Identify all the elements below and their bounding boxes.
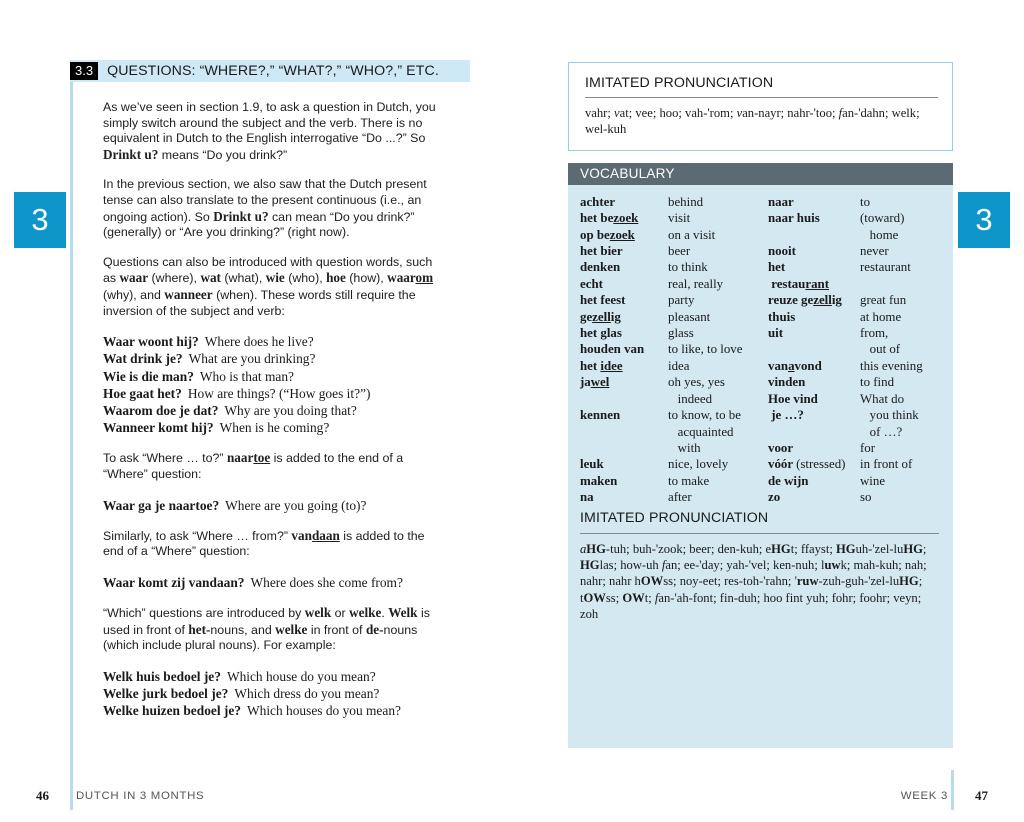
paragraph-question-words: Questions can also be introduced with question words, such as waar (where), wat (what), wie (who), hoe (how), waarom (why), and wanneer (when). These words still require the inversion of the subject and verb:	[103, 254, 434, 318]
vocab-definition: indeed	[668, 391, 713, 406]
example-english: Who is that man?	[199, 368, 294, 384]
left-footer	[36, 788, 204, 804]
vocab-term	[768, 341, 860, 357]
vocab-definition: beer	[668, 244, 691, 259]
example-english: Where does he live?	[204, 334, 314, 350]
vocab-definition: wine	[860, 473, 886, 488]
example-dutch: Waar ga je naartoe?	[103, 497, 220, 513]
vocab-term: het glas	[580, 326, 622, 341]
vocab-definition: you think	[860, 408, 919, 423]
example-english: How are things? (“How goes it?”)	[187, 385, 371, 401]
example-row	[103, 685, 448, 702]
example-row	[103, 333, 448, 350]
vocab-term: na	[580, 490, 594, 505]
example-dutch: Hoe gaat het?	[103, 385, 182, 401]
vocab-definition: at home	[860, 309, 902, 324]
example-dutch: Wie is die man?	[103, 368, 194, 384]
vocab-definition: pleasant	[668, 309, 711, 324]
section-number: 3.3	[70, 62, 98, 80]
example-english: Which houses do you mean?	[247, 703, 401, 719]
right-footer	[901, 788, 988, 804]
vocab-term	[580, 424, 668, 440]
example-dutch: Welke jurk bedoel je?	[103, 686, 229, 702]
example-list-question-words	[103, 333, 448, 436]
vocab-definition: from,	[860, 326, 889, 341]
vocab-definition: to find	[860, 375, 895, 390]
example-row	[103, 574, 448, 591]
left-page	[70, 60, 470, 760]
vocab-definition	[860, 276, 960, 292]
vocab-term: houden van	[580, 342, 645, 357]
imitated-pronunciation-text: aHG-tuh; buh-'zook; beer; den-kuh; eHGt; ffayst; HGuh-'zel-luHG; HGlas; how-uh fan; ee-'day; yah-'vel; ken-nuh; luwk; mah-kuh; nah; nahr; nahr hOWss; noy-eet; res-toh-'rahn; 'ruw-zuh-guh-'zel-luHG; tOWss; OWt; fan-'ah-font; fin-duh; hoo fint yuh; fohr; foohr; veyn; zoh	[580, 541, 927, 622]
vocab-definition: home	[860, 227, 899, 242]
imitated-pronunciation-title: IMITATED PRONUNCIATION	[580, 509, 769, 526]
vocab-term	[580, 440, 668, 456]
example-english: Which dress do you mean?	[234, 686, 380, 702]
running-head-right: WEEK 3	[900, 790, 948, 802]
vocab-definition: What do	[860, 391, 905, 406]
vocab-term: op bezoek	[580, 227, 635, 242]
example-dutch: Wanneer komt hij?	[103, 420, 214, 436]
vocab-term: vinden	[768, 375, 806, 390]
page-number-left: 46	[36, 788, 49, 803]
vocab-definition: acquainted	[668, 424, 734, 439]
vocab-term: naar	[768, 194, 794, 209]
vocab-term: het	[768, 260, 786, 275]
vocab-definition: in front of	[860, 457, 913, 472]
vocab-term: je …?	[768, 408, 804, 423]
vocab-definition: on a visit	[668, 227, 716, 242]
vocab-term: vóór (stressed)	[768, 457, 846, 472]
vocab-term: het bier	[580, 244, 623, 259]
vocab-definition: glass	[668, 326, 694, 341]
vocab-term: de wijn	[768, 473, 809, 488]
vocab-definition: to think	[668, 260, 708, 275]
right-page	[568, 62, 953, 748]
vocab-definition: of …?	[860, 424, 903, 439]
page-number-right: 47	[975, 788, 988, 803]
vocab-definition: idea	[668, 358, 690, 373]
vocab-definition: so	[860, 490, 872, 505]
paragraph-present-continuous: In the previous section, we also saw that the Dutch present tense can also translate to the present continuous (i.e., an ongoing action). So Drinkt u? can mean “Do you drink?” (generally) or “Are you drinking?” (right now).	[103, 177, 427, 240]
vocab-term: restaurant	[768, 276, 829, 291]
vocab-definition: visit	[668, 211, 691, 226]
vocab-definition: to make	[668, 473, 710, 488]
vocab-definition: never	[860, 244, 889, 259]
chapter-tab-right: 3	[958, 192, 1010, 248]
vocab-term: echt	[580, 276, 603, 291]
vocab-definition: to like, to love	[668, 342, 743, 357]
vocab-term: nooit	[768, 244, 796, 259]
left-body-column	[103, 100, 448, 720]
example-dutch: Welke huizen bedoel je?	[103, 703, 241, 719]
vocab-definition: oh yes, yes	[668, 375, 725, 390]
vocab-definition: nice, lovely	[668, 457, 729, 472]
vocab-definition: after	[668, 490, 692, 505]
example-row	[103, 385, 448, 402]
vocab-term: naar huis	[768, 211, 820, 226]
vocab-term: het idee	[580, 358, 623, 373]
vocab-term: kennen	[580, 408, 621, 423]
example-list-welk	[103, 668, 448, 720]
vocab-term	[580, 391, 668, 407]
example-english: Where are you going (to)?	[225, 497, 367, 513]
example-english: Where does she come from?	[250, 574, 403, 590]
paragraph-intro: As we’ve seen in section 1.9, to ask a question in Dutch, you simply switch around the subject and the verb. There is no equivalent in Dutch to the English interrogative “Do ...?” So Drinkt u? means “Do you drink?”	[103, 100, 436, 162]
example-row	[103, 702, 448, 719]
example-row	[103, 419, 448, 436]
example-dutch: Waar komt zij vandaan?	[103, 574, 245, 590]
imitated-pronunciation-text: vahr; vat; vee; hoo; vah-'rom; van-nayr; nahr-'too; fan-'dahn; welk; wel-kuh	[585, 106, 920, 137]
vocab-definition: for	[860, 440, 876, 455]
example-dutch: Waarom doe je dat?	[103, 402, 219, 418]
vocab-term: voor	[768, 440, 794, 455]
vocab-definition: real, really	[668, 276, 724, 291]
example-row	[103, 368, 448, 385]
vocab-definition: party	[668, 293, 695, 308]
vocab-term: vanavond	[768, 358, 822, 373]
paragraph-welk-welke: “Which” questions are introduced by welk or welke. Welk is used in front of het-nouns, and welke in front of de-nouns (which include plural nouns). For example:	[103, 605, 430, 653]
vocab-definition: with	[668, 440, 701, 455]
example-row	[103, 350, 448, 367]
paragraph-naartoe: To ask “Where … to?” naartoe is added to the end of a “Where” question:	[103, 450, 404, 481]
example-list-naartoe	[103, 497, 448, 514]
example-english: When is he coming?	[219, 420, 330, 436]
vocab-term: reuze gezellig	[768, 293, 842, 308]
vocab-term	[768, 424, 860, 440]
vocab-definition: behind	[668, 194, 704, 209]
vocab-term: thuis	[768, 309, 796, 324]
example-english: Why are you doing that?	[224, 402, 357, 418]
vocabulary-panel	[568, 163, 953, 748]
imitated-pronunciation-box-top	[568, 62, 953, 151]
vocab-term: jawel	[580, 375, 610, 390]
vocab-term: achter	[580, 194, 616, 209]
vocab-term	[768, 227, 860, 243]
vocab-definition: (toward)	[860, 211, 905, 226]
vocab-term: zo	[768, 490, 781, 505]
example-english: Which house do you mean?	[226, 668, 376, 684]
example-english: What are you drinking?	[188, 351, 316, 367]
example-row	[103, 668, 448, 685]
vocabulary-header: VOCABULARY	[568, 163, 953, 185]
example-dutch: Welk huis bedoel je?	[103, 668, 221, 684]
vocab-term: uit	[768, 326, 784, 341]
example-dutch: Wat drink je?	[103, 351, 183, 367]
section-header-banner	[70, 60, 470, 82]
vocab-definition: out of	[860, 342, 901, 357]
vocab-term: het bezoek	[580, 211, 639, 226]
example-dutch: Waar woont hij?	[103, 334, 199, 350]
vocab-definition: great fun	[860, 293, 907, 308]
vocab-term: maken	[580, 473, 618, 488]
vocab-definition: this evening	[860, 358, 923, 373]
chapter-tab-left: 3	[14, 192, 66, 248]
example-row	[103, 497, 448, 514]
example-row	[103, 402, 448, 419]
vocab-term: gezellig	[580, 309, 621, 324]
running-head-left: DUTCH IN 3 MONTHS	[76, 790, 205, 802]
paragraph-vandaan: Similarly, to ask “Where … from?” vandaan is added to the end of a “Where” question:	[103, 527, 425, 559]
divider	[580, 533, 939, 534]
vocab-definition: restaurant	[860, 260, 911, 275]
divider	[585, 97, 938, 98]
vocab-definition: to	[860, 194, 871, 209]
section-title: QUESTIONS: “WHERE?,” “WHAT?,” “WHO?,” ETC.	[107, 63, 439, 79]
vocab-term: het feest	[580, 293, 626, 308]
example-list-vandaan	[103, 574, 448, 591]
vocabulary-grid	[568, 185, 953, 506]
vocab-definition: to know, to be	[668, 408, 741, 423]
vocab-term: leuk	[580, 457, 604, 472]
imitated-pronunciation-title: IMITATED PRONUNCIATION	[585, 75, 774, 91]
vocab-term: Hoe vind	[768, 391, 818, 406]
vocab-term: denken	[580, 260, 621, 275]
imitated-pronunciation-box-bottom	[568, 506, 953, 625]
